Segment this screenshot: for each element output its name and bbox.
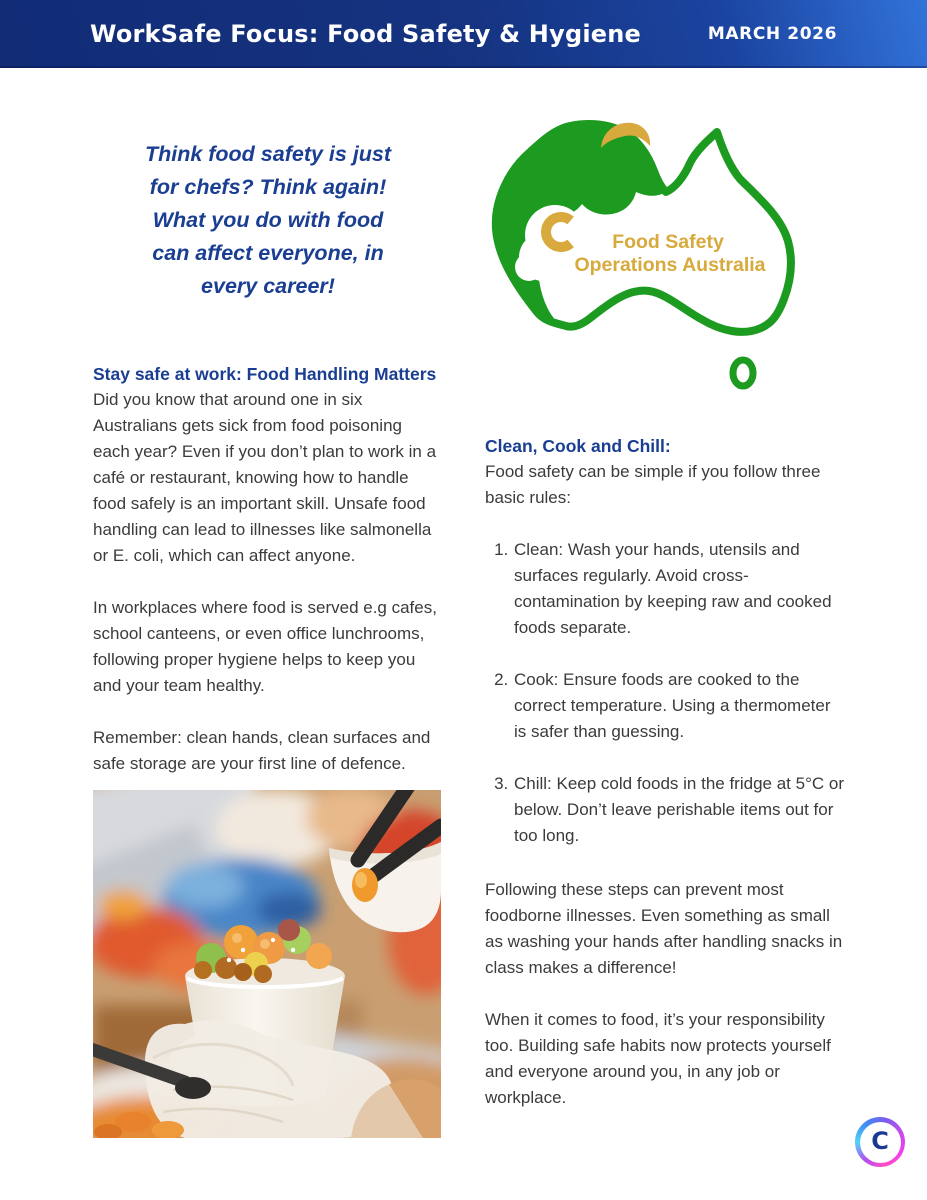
- quote-line: What you do with food: [152, 208, 384, 232]
- header-bar: [0, 0, 927, 68]
- logo-text-line1: Food Safety: [612, 231, 724, 253]
- brand-badge-inner: [860, 1122, 901, 1163]
- rules-intro: Food safety can be simple if you follow three basic rules:: [485, 462, 821, 507]
- rule-cook: 2. Cook: Ensure foods are cooked to the correct temperature. Using a thermometer is safer than guessing.: [513, 667, 845, 745]
- rule-clean: 1. Clean: Wash your hands, utensils and surfaces regularly. Avoid cross-contamination by keeping raw and cooked foods separate.: [513, 537, 845, 641]
- page-title: WorkSafe Focus: Food Safety & Hygiene: [90, 20, 641, 48]
- paragraph: When it comes to food, it’s your responsibility too. Building safe habits now protects yourself and everyone around you, in any job or workplace.: [485, 1010, 831, 1107]
- issue-date: MARCH 2026: [707, 24, 837, 44]
- brand-badge-letter: C: [871, 1127, 889, 1155]
- section-heading-food-handling: Stay safe at work: Food Handling Matters: [93, 364, 437, 384]
- quote-line: Think food safety is just: [144, 142, 392, 166]
- intro-quote: [118, 138, 418, 303]
- paragraph: Following these steps can prevent most foodborne illnesses. Even something as small as washing your hands after handling snacks in class makes a difference!: [485, 880, 843, 977]
- rule-chill: 3. Chill: Keep cold foods in the fridge at 5°C or below. Don’t leave perishable items out for too long.: [513, 771, 845, 849]
- rules-list: [485, 537, 845, 849]
- paragraph: Remember: clean hands, clean surfaces and safe storage are your first line of defence.: [93, 728, 431, 773]
- brand-badge[interactable]: [855, 1117, 905, 1167]
- australia-map-logo: [485, 115, 805, 400]
- logo-text-line2: Operations Australia: [574, 254, 766, 276]
- quote-line: can affect everyone, in: [152, 241, 384, 265]
- right-column: [485, 68, 845, 1111]
- paragraph: Did you know that around one in six Australians gets sick from food poisoning each year? Even if you don’t plan to work in a café or restaurant, knowing how to handle food safely is an important skill. Unsafe food handling can lead to illnesses like salmonella or E. coli, which can affect anyone.: [93, 390, 437, 565]
- left-column: [93, 68, 443, 1138]
- food-photo-illustration: [93, 790, 441, 1138]
- organisation-logo: [485, 115, 805, 405]
- tasmania-outline: [733, 360, 753, 386]
- quote-line: every career!: [201, 274, 335, 298]
- food-photo: [93, 790, 441, 1138]
- section-heading-clean-cook-chill: Clean, Cook and Chill:: [485, 436, 671, 456]
- paragraph: In workplaces where food is served e.g cafes, school canteens, or even office lunchrooms, following proper hygiene helps to keep you and your team healthy.: [93, 598, 437, 695]
- quote-line: for chefs? Think again!: [149, 175, 387, 199]
